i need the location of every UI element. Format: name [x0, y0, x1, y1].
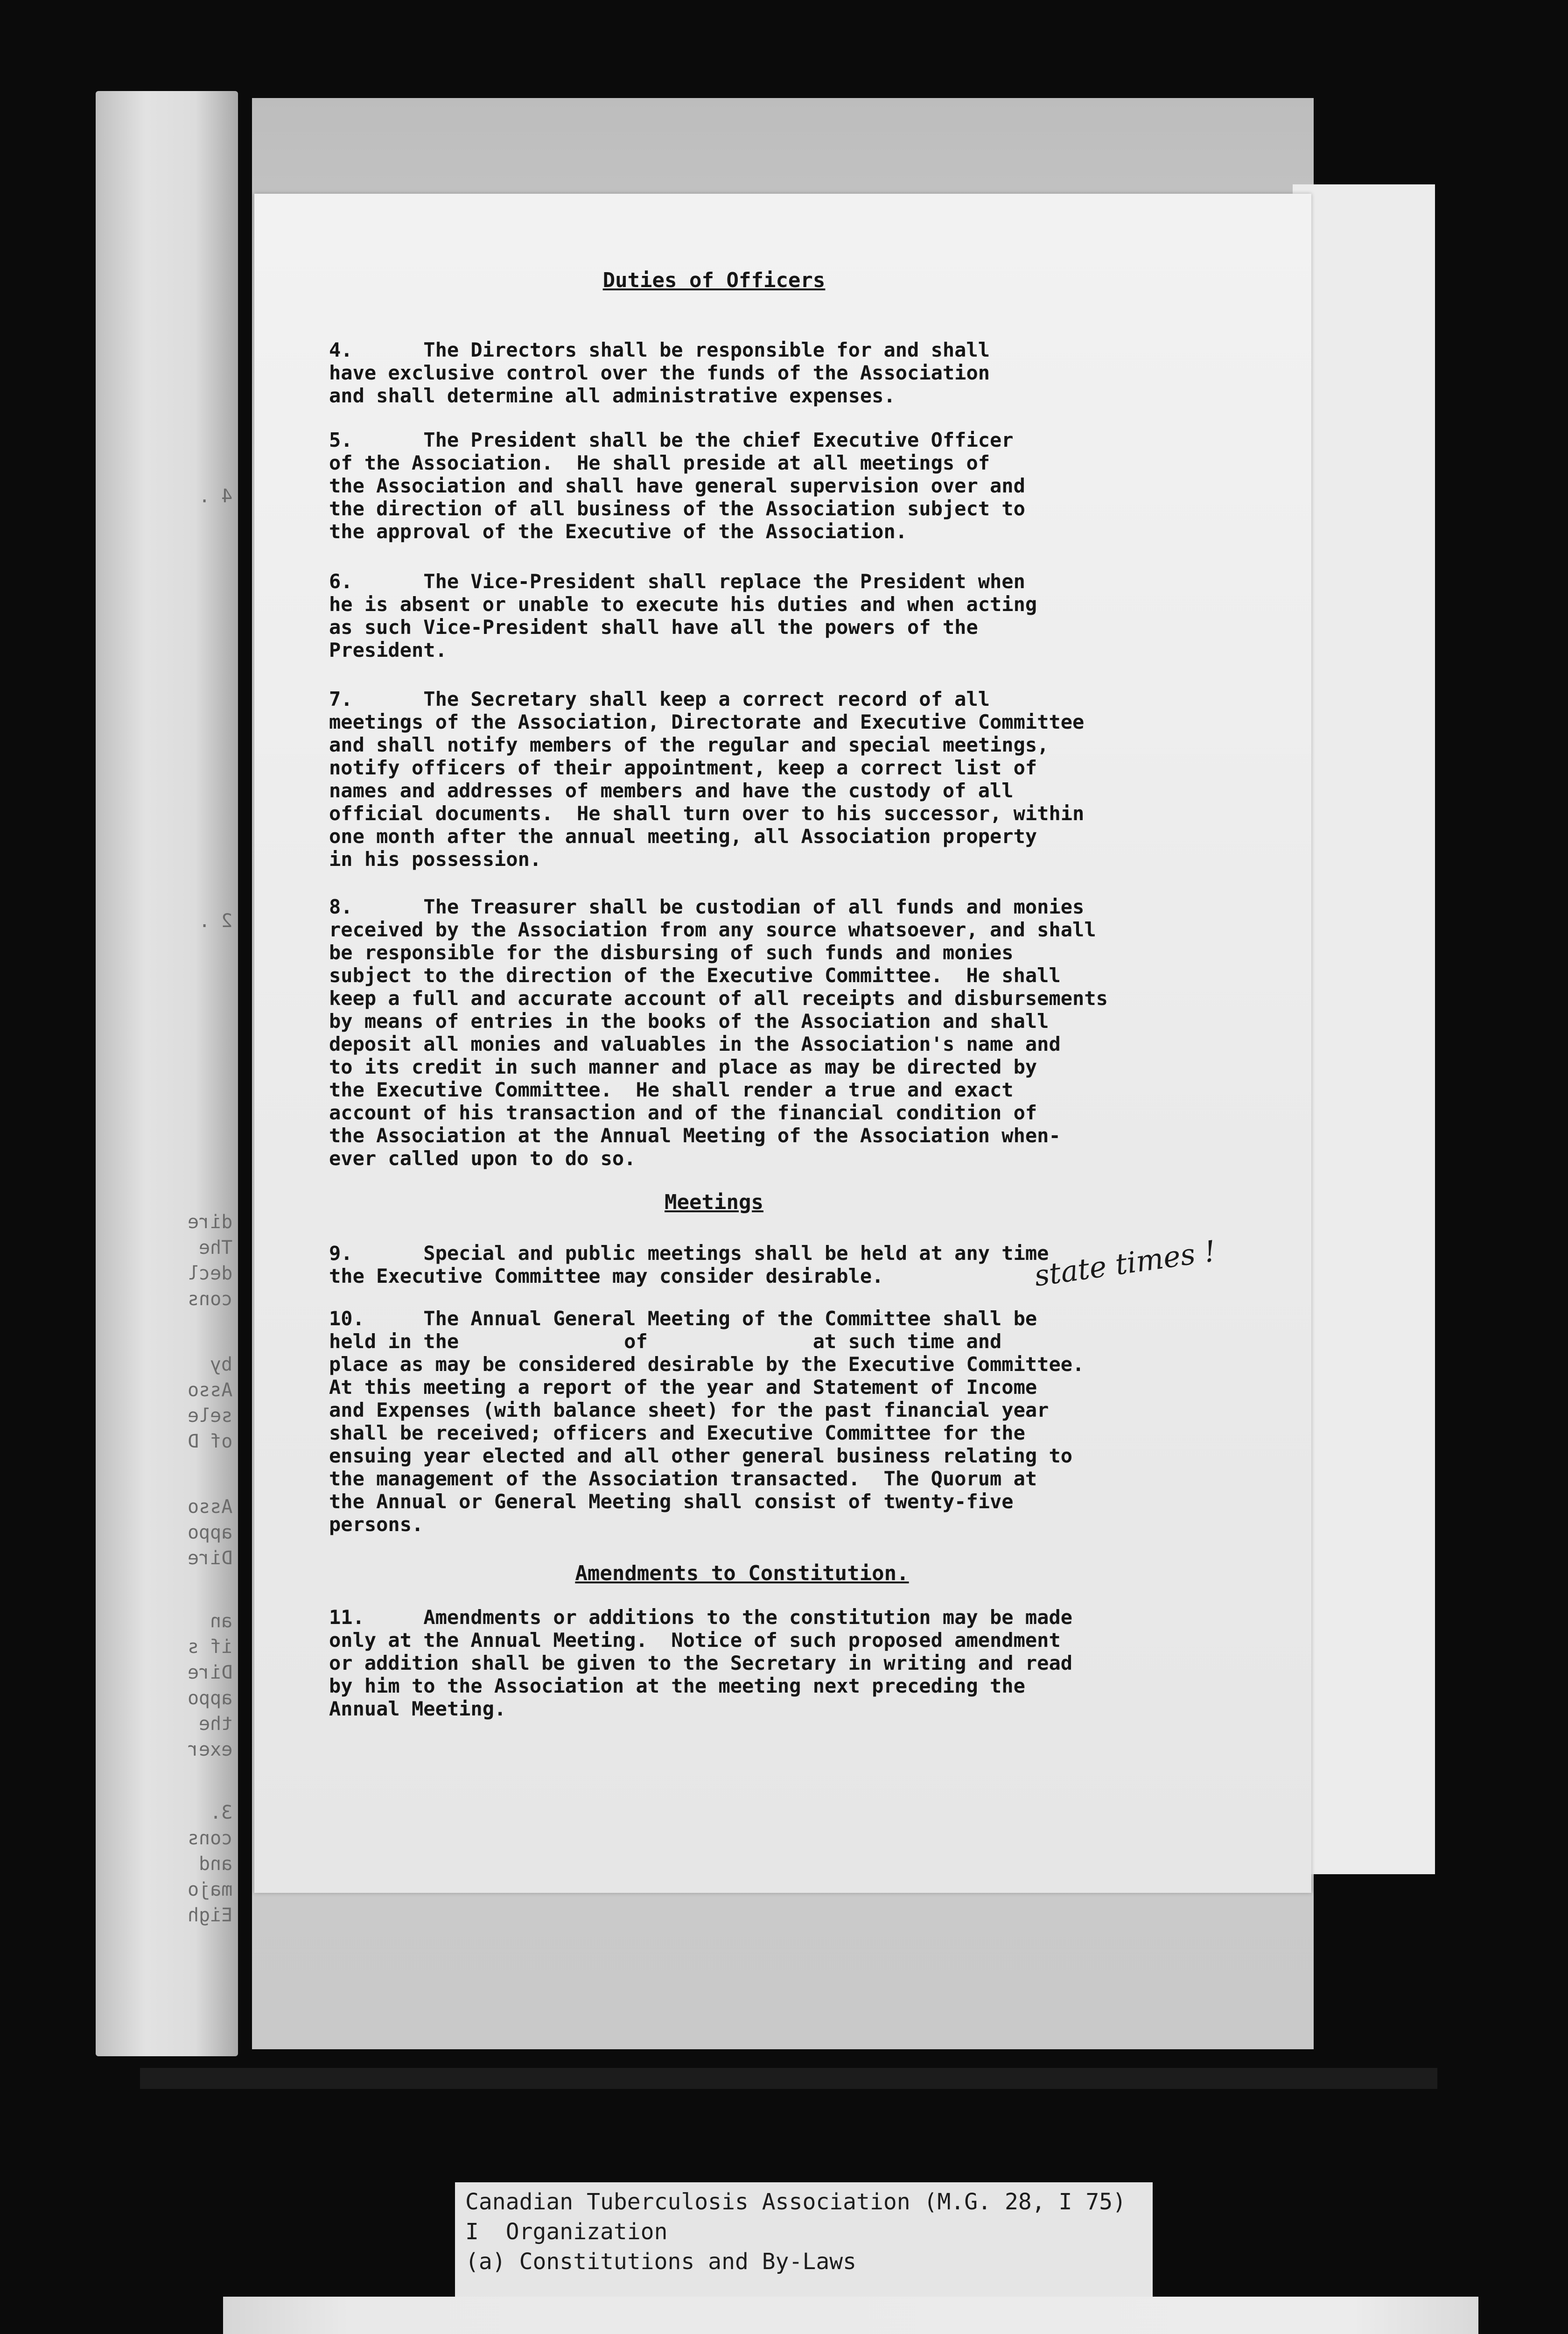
handwritten-annotation: state times !	[1032, 1234, 1218, 1293]
heading-meetings: Meetings	[665, 1190, 763, 1214]
right-card	[1293, 184, 1435, 1874]
margin-fragment: decl	[187, 1263, 232, 1284]
margin-fragment: majo	[187, 1879, 232, 1900]
margin-fragment: appo	[187, 1522, 232, 1543]
heading-amendments: Amendments to Constitution.	[575, 1561, 909, 1585]
reference-label-line-1: Canadian Tuberculosis Association (M.G. 28, I 75)	[465, 2189, 1127, 2215]
paragraph-4: 4. The Directors shall be responsible for and shall have exclusive control over the funds of the Association and shall determine all administrative expenses.	[329, 338, 990, 407]
margin-fragment: sele	[187, 1405, 232, 1427]
reference-label	[455, 2182, 1153, 2297]
paragraph-11: 11. Amendments or additions to the constitution may be made only at the Annual Meeting. Notice of such proposed amendment or addition shall be given to the Secretary in writing and read by him to the Association at the meeting next preceding the Annual Meeting.	[329, 1606, 1073, 1720]
margin-fragment: cons	[187, 1288, 232, 1310]
margin-fragment: 2 .	[198, 910, 232, 932]
paragraph-6: 6. The Vice-President shall replace the President when he is absent or unable to execute his duties and when acting as such Vice-President shall have all the powers of the President.	[329, 570, 1037, 661]
margin-fragment: dire	[187, 1211, 232, 1233]
reference-label-line-2: I Organization	[465, 2219, 668, 2245]
paragraph-9: 9. Special and public meetings shall be held at any time the Executive Committee may consider desirable.	[329, 1242, 1049, 1287]
document-page	[254, 194, 1311, 1893]
margin-fragment: Asso	[187, 1496, 232, 1518]
reference-label-line-3: (a) Constitutions and By-Laws	[465, 2249, 857, 2275]
margin-fragment: cons	[187, 1828, 232, 1849]
paragraph-10: 10. The Annual General Meeting of the Committee shall be held in the of at such time and place as may be considered desirable by the Executive Committee. At this meeting a report of the year and Statement of Income and Expenses (with balance sheet) for the past financial year shall be received; officers and Executive Committee for the ensuing year elected and all other general business relating to the management of the Association transacted. The Quorum at the Annual or General Meeting shall consist of twenty-five persons.	[329, 1307, 1085, 1536]
paragraph-8: 8. The Treasurer shall be custodian of all funds and monies received by the Association from any source whatsoever, and shall be responsible for the disbursing of such funds and monies subject to the direction of the Executive Committee. He shall keep a full and accurate account of all receipts and disbursements by means of entries in the books of the Association and shall deposit all monies and valuables in the Association's name and to its credit in such manner and place as may be directed by the Executive Committee. He shall render a true and exact account of his transaction and of the financial condition of the Association at the Annual Meeting of the Association when- ever called upon to do so.	[329, 895, 1108, 1170]
margin-fragment: the	[198, 1713, 232, 1735]
left-margin-strip	[96, 91, 238, 2056]
margin-fragment: of D	[187, 1431, 232, 1452]
margin-fragment: Dire	[187, 1547, 232, 1569]
paragraph-7: 7. The Secretary shall keep a correct record of all meetings of the Association, Directorate and Executive Committee and shall notify members of the regular and special meetings, notify officers of their appointment, keep a correct list of names and addresses of members and have the custody of all official documents. He shall turn over to his successor, within one month after the annual meeting, all Association property in his possession.	[329, 688, 1085, 871]
margin-fragment: The	[198, 1237, 232, 1258]
frame-edge	[140, 2068, 1437, 2089]
paragraph-5: 5. The President shall be the chief Executive Officer of the Association. He shall preside at all meetings of the Association and shall have general supervision over and the direction of all business of the Association subject to the approval of the Executive of the Association.	[329, 429, 1025, 543]
margin-fragment: appo	[187, 1687, 232, 1709]
heading-duties-of-officers: Duties of Officers	[602, 268, 826, 292]
margin-fragment: Asso	[187, 1379, 232, 1401]
archive-stamp-card	[223, 2297, 1478, 2334]
margin-fragment: exer	[187, 1739, 232, 1760]
margin-fragment: 4 .	[198, 485, 232, 507]
margin-fragment: Dire	[187, 1662, 232, 1683]
margin-fragment: and	[198, 1853, 232, 1875]
margin-fragment: 3.	[210, 1802, 232, 1823]
margin-fragment: an	[210, 1610, 232, 1632]
margin-fragment: if s	[187, 1636, 232, 1658]
margin-fragment: by	[210, 1354, 232, 1375]
margin-fragment: Eigh	[187, 1905, 232, 1926]
